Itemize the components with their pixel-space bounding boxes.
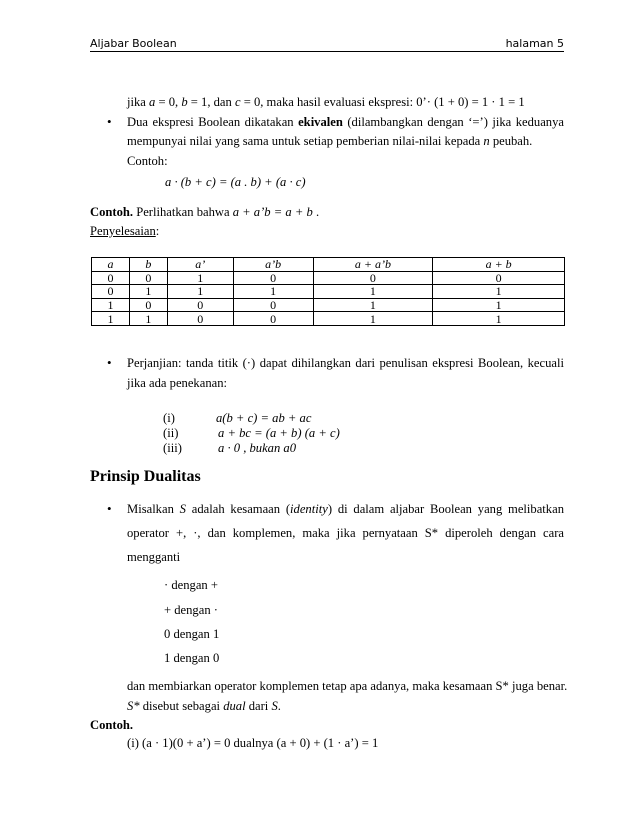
- table-cell: 1: [167, 271, 233, 285]
- table-cell: 1: [167, 285, 233, 299]
- perjanjian-line-2: jika ada penekanan:: [127, 376, 227, 390]
- table-cell: 1: [92, 298, 130, 312]
- table-header-cell: b: [129, 258, 167, 272]
- dualitas-line-2: operator +, ·, dan komplemen, maka jika pernyataan S* diperoleh dengan cara: [127, 526, 564, 540]
- ekivalen-line-2: mempunyai nilai yang sama untuk setiap pemberian nilai-nilai kepada n peubah.: [127, 134, 533, 148]
- dualitas-line-5: S* disebut sebagai dual dari S.: [127, 699, 281, 713]
- rule-expression: a + bc = (a + b) (a + c): [218, 426, 340, 440]
- table-row: [92, 312, 565, 326]
- table-cell: 1: [433, 312, 565, 326]
- table-cell: 0: [92, 271, 130, 285]
- table-cell: 0: [233, 312, 313, 326]
- rule-number: (i): [163, 411, 175, 425]
- ekivalen-line-1: Dua ekspresi Boolean dikatakan ekivalen (dilambangkan dengan ‘=’) jika keduanya: [127, 115, 564, 129]
- dualitas-line-3: mengganti: [127, 550, 181, 564]
- table-cell: 1: [433, 298, 565, 312]
- dualitas-line-1: Misalkan S adalah kesamaan (identity) di dalam aljabar Boolean yang melibatkan: [127, 502, 564, 516]
- table-cell: 0: [129, 298, 167, 312]
- bullet-dot: •: [107, 501, 112, 516]
- substitution-item: · dengan +: [164, 578, 218, 592]
- penyelesaian-label: Penyelesaian:: [90, 224, 160, 238]
- section-heading: Prinsip Dualitas: [90, 468, 201, 485]
- table-cell: 0: [167, 312, 233, 326]
- perjanjian-line-1: Perjanjian: tanda titik (·) dapat dihilangkan dari penulisan ekspresi Boolean, kecuali: [127, 356, 564, 370]
- table-cell: 1: [313, 312, 433, 326]
- rule-number: (iii): [163, 441, 182, 455]
- table-cell: 0: [129, 271, 167, 285]
- contoh-example-2-label: Contoh.: [90, 718, 134, 732]
- bullet-dot: •: [107, 114, 112, 129]
- evaluation-line: jika a = 0, b = 1, dan c = 0, maka hasil evaluasi ekspresi: 0’· (1 + 0) = 1 · 1 = 1: [127, 95, 525, 109]
- truth-table: [91, 257, 565, 326]
- table-header-cell: a: [92, 258, 130, 272]
- header-title: Aljabar Boolean: [90, 37, 177, 50]
- table-cell: 0: [313, 271, 433, 285]
- table-header-cell: a’b: [233, 258, 313, 272]
- rule-expression: a(b + c) = ab + ac: [216, 411, 312, 425]
- table-row: [92, 298, 565, 312]
- table-header-cell: a + a’b: [313, 258, 433, 272]
- table-cell: 0: [233, 298, 313, 312]
- table-cell: 0: [233, 271, 313, 285]
- table-row: [92, 271, 565, 285]
- dual-example-line: (i) (a · 1)(0 + a’) = 0 dualnya (a + 0) + (1 · a’) = 1: [127, 736, 379, 750]
- table-header-cell: a’: [167, 258, 233, 272]
- dualitas-line-4: dan membiarkan operator komplemen tetap apa adanya, maka kesamaan S* juga benar.: [127, 679, 568, 693]
- substitution-item: + dengan ·: [164, 603, 218, 617]
- table-header-cell: a + b: [433, 258, 565, 272]
- table-header-row: [92, 258, 565, 272]
- table-cell: 1: [129, 285, 167, 299]
- table-cell: 0: [92, 285, 130, 299]
- table-cell: 0: [433, 271, 565, 285]
- table-cell: 1: [433, 285, 565, 299]
- table-cell: 1: [129, 312, 167, 326]
- table-cell: 0: [167, 298, 233, 312]
- substitution-item: 0 dengan 1: [164, 627, 220, 641]
- table-cell: 1: [313, 285, 433, 299]
- contoh-example-1: Contoh. Perlihatkan bahwa a + a’b = a + b .: [90, 205, 320, 219]
- ekivalen-formula: a · (b + c) = (a . b) + (a · c): [165, 175, 306, 189]
- substitution-item: 1 dengan 0: [164, 651, 220, 665]
- header-rule: [90, 51, 564, 52]
- rule-number: (ii): [163, 426, 179, 440]
- header-page-number: halaman 5: [505, 37, 564, 50]
- bullet-dot: •: [107, 355, 112, 370]
- table-cell: 1: [92, 312, 130, 326]
- table-cell: 1: [233, 285, 313, 299]
- rule-expression: a · 0 , bukan a0: [218, 441, 297, 455]
- contoh-label: Contoh:: [127, 154, 168, 168]
- table-row: [92, 285, 565, 299]
- table-cell: 1: [313, 298, 433, 312]
